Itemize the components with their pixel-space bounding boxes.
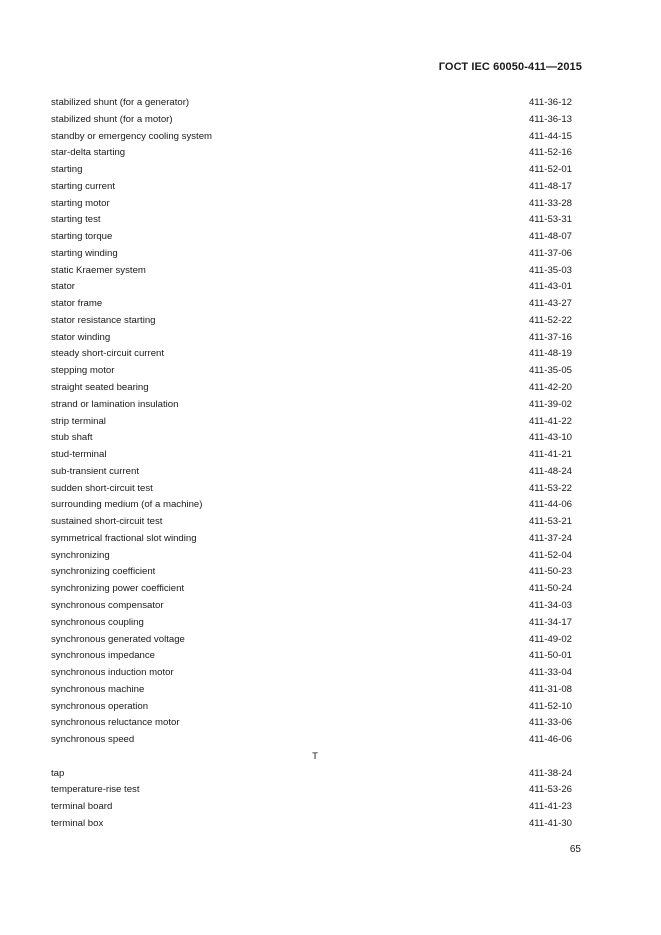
- page-number: 65: [569, 844, 581, 855]
- entry-code: 411-37-06: [528, 247, 572, 259]
- entry-code: 411-48-07: [528, 231, 572, 243]
- entry-term: starting winding: [51, 247, 118, 259]
- entry-term: steady short-circuit current: [51, 348, 165, 360]
- entry-code: 411-53-26: [528, 784, 572, 796]
- index-entry: [51, 782, 572, 799]
- entry-term: straight seated bearing: [51, 382, 149, 394]
- index-entry: [51, 95, 572, 112]
- index-entry: [51, 766, 572, 783]
- entry-term: standby or emergency cooling system: [51, 130, 213, 142]
- entry-term: synchronous generated voltage: [51, 633, 185, 645]
- entry-term: stabilized shunt (for a generator): [51, 97, 190, 108]
- entry-term: synchronous operation: [51, 700, 149, 712]
- entry-term: synchronous speed: [51, 734, 135, 746]
- entry-code: 411-49-02: [528, 633, 572, 645]
- entry-term: starting motor: [51, 197, 110, 209]
- index-entry: [51, 196, 572, 213]
- index-entry: [51, 447, 572, 464]
- entry-code: 411-52-01: [528, 164, 572, 176]
- index-entry: [51, 179, 572, 196]
- entry-term: tap: [51, 767, 65, 779]
- entry-code: 411-53-31: [528, 214, 572, 226]
- index-entry: [51, 665, 572, 682]
- entry-term: synchronous coupling: [51, 616, 144, 628]
- index-entry: [51, 330, 572, 347]
- entry-term: temperature-rise test: [51, 784, 140, 796]
- entry-code: 411-43-10: [528, 432, 572, 444]
- entry-code: 411-52-22: [528, 314, 572, 326]
- index-entry: [51, 246, 572, 263]
- entry-term: stator: [51, 281, 75, 293]
- index-entry: [51, 162, 572, 179]
- index-entry: [51, 212, 572, 229]
- index-entry: [51, 414, 572, 431]
- entry-code: 411-41-21: [528, 449, 572, 461]
- entry-code: 411-33-04: [528, 667, 572, 679]
- entry-code: 411-37-16: [528, 331, 572, 343]
- index-entry: [51, 514, 572, 531]
- index-entry: [51, 229, 572, 246]
- index-entry: [51, 581, 572, 598]
- index-entry: [51, 296, 572, 313]
- entry-term: terminal board: [51, 801, 113, 813]
- term-index: [51, 95, 572, 833]
- index-entry: [51, 699, 572, 716]
- entry-term: strip terminal: [51, 415, 106, 427]
- entry-code: 411-38-24: [528, 767, 572, 779]
- entry-code: 411-33-06: [528, 717, 572, 729]
- index-entry: [51, 112, 572, 129]
- index-entry: [51, 346, 572, 363]
- entry-code: 411-37-24: [528, 532, 572, 544]
- index-entry: [51, 548, 572, 565]
- entry-term: symmetrical fractional slot winding: [51, 532, 197, 544]
- index-entry: [51, 732, 572, 749]
- entry-code: 411-31-08: [528, 683, 572, 695]
- entry-term: synchronous induction motor: [51, 667, 174, 679]
- entry-code: 411-46-06: [528, 734, 572, 746]
- entry-code: 411-52-04: [528, 549, 572, 561]
- entry-term: synchronizing power coefficient: [51, 583, 185, 595]
- entry-term: stator resistance starting: [51, 314, 156, 326]
- entry-code: 411-50-01: [528, 650, 572, 662]
- index-entry: [51, 531, 572, 548]
- entry-term: synchronous machine: [51, 683, 145, 695]
- entry-code: 411-35-05: [528, 365, 572, 377]
- index-entry: [51, 816, 572, 833]
- entry-code: 411-53-21: [528, 516, 572, 528]
- entry-code: 411-35-03: [528, 264, 572, 276]
- entry-code: 411-44-06: [528, 499, 572, 511]
- entry-code: 411-43-27: [528, 298, 572, 310]
- index-entry: [51, 313, 572, 330]
- entry-code: 411-34-17: [528, 616, 572, 628]
- index-entry: [51, 481, 572, 498]
- entry-term: stud-terminal: [51, 449, 107, 461]
- index-entry: [51, 648, 572, 665]
- index-entry: [51, 497, 572, 514]
- index-entry: [51, 598, 572, 615]
- index-entry: [51, 564, 572, 581]
- entry-term: stator frame: [51, 298, 103, 310]
- entry-code: 411-53-22: [528, 482, 572, 494]
- entry-term: synchronous compensator: [51, 599, 164, 611]
- entry-term: star-delta starting: [51, 147, 126, 159]
- entry-term: synchronous reluctance motor: [51, 717, 180, 729]
- entry-code: 411-36-12: [528, 97, 572, 108]
- entry-code: 411-52-10: [528, 700, 572, 712]
- index-entry: [51, 464, 572, 481]
- entry-code: 411-50-24: [528, 583, 572, 595]
- entry-code: 411-33-28: [528, 197, 572, 209]
- index-entry: [51, 632, 572, 649]
- entry-term: stub shaft: [51, 432, 93, 444]
- entry-code: 411-48-19: [528, 348, 572, 360]
- entry-code: 411-41-22: [528, 415, 572, 427]
- index-entry: [51, 397, 572, 414]
- entry-term: synchronizing: [51, 549, 110, 561]
- entry-code: 411-41-30: [528, 817, 572, 829]
- entry-term: sudden short-circuit test: [51, 482, 153, 494]
- entry-term: starting current: [51, 180, 115, 192]
- entry-term: strand or lamination insulation: [51, 398, 179, 410]
- entry-code: 411-48-24: [528, 465, 572, 477]
- entry-code: 411-48-17: [528, 180, 572, 192]
- index-entry: [51, 263, 572, 280]
- entry-code: 411-39-02: [528, 398, 572, 410]
- entry-code: 411-34-03: [528, 599, 572, 611]
- entry-term: sub-transient current: [51, 465, 139, 477]
- index-entry: [51, 145, 572, 162]
- entry-term: surrounding medium (of a machine): [51, 499, 203, 511]
- entry-term: starting torque: [51, 231, 113, 243]
- entry-term: stator winding: [51, 331, 111, 343]
- entry-term: stepping motor: [51, 365, 115, 377]
- standard-header: ГОСТ IEC 60050-411—2015: [438, 61, 582, 73]
- entry-term: sustained short-circuit test: [51, 516, 163, 528]
- index-entry: [51, 129, 572, 146]
- entry-term: synchronizing coefficient: [51, 566, 156, 578]
- index-entry: [51, 682, 572, 699]
- entry-term: static Kraemer system: [51, 264, 146, 276]
- entry-code: 411-50-23: [528, 566, 572, 578]
- entry-term: starting test: [51, 214, 101, 226]
- index-entry: [51, 715, 572, 732]
- entry-code: 411-41-23: [528, 801, 572, 813]
- index-entry: [51, 430, 572, 447]
- index-entry: [51, 279, 572, 296]
- index-entry: [51, 615, 572, 632]
- index-entry: [51, 380, 572, 397]
- entry-code: 411-36-13: [528, 113, 572, 125]
- entry-term: starting: [51, 164, 83, 176]
- section-letter: T: [312, 750, 318, 762]
- entry-code: 411-44-15: [528, 130, 572, 142]
- index-entry: [51, 363, 572, 380]
- index-entry: [51, 799, 572, 816]
- entry-code: 411-42-20: [528, 382, 572, 394]
- entry-term: stabilized shunt (for a motor): [51, 113, 173, 125]
- entry-term: terminal box: [51, 817, 104, 829]
- entry-code: 411-43-01: [528, 281, 572, 293]
- entry-term: synchronous impedance: [51, 650, 155, 662]
- entry-code: 411-52-16: [528, 147, 572, 159]
